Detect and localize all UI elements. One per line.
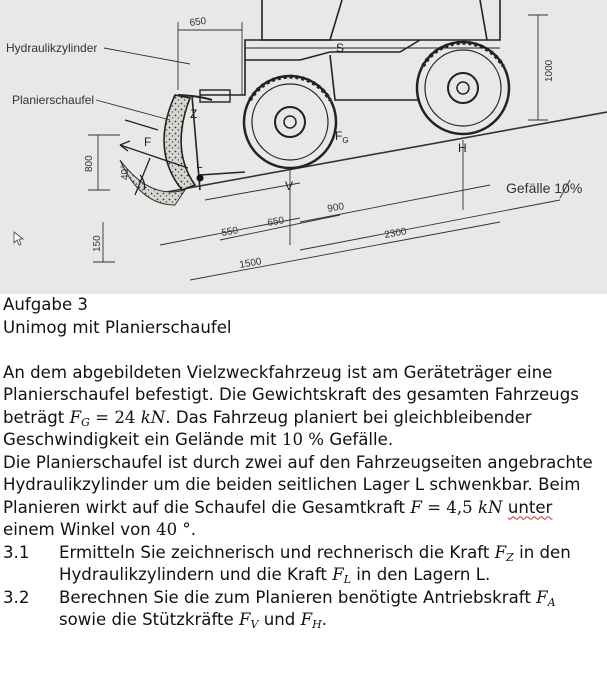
dim-800: 800 [84, 155, 95, 172]
dim-2300: 2300 [383, 226, 408, 241]
paragraph-2: Die Planierschaufel ist durch zwei auf den Fahrzeugseiten angebrachte Hydraulikzylinder um die beiden seitlichen Lager L schwenkbar. Beim Planieren wirkt auf die Schaufel die Gesamtkraft F = 4,5 kN unter einem Winkel von 40 °. [3, 452, 593, 539]
mouse-cursor-icon [14, 232, 23, 245]
rear-wheel [417, 42, 509, 134]
letter-h: H [458, 141, 467, 155]
vehicle-figure [0, 0, 607, 294]
task-title: Aufgabe 3 [3, 295, 88, 314]
label-planierschaufel: Planierschaufel [12, 93, 95, 107]
paragraph-1: An dem abgebildeten Vielzweckfahrzeug ist am Geräteträger eine Planierschaufel befestigt. Die Gewichtskraft des gesamten Fahrzeugs beträgt $F_G = 24$ kN. Das Fahrzeug planiert bei gleichbleibender Geschwindigkeit ein Gelände mit 10 % Gefälle. [3, 362, 579, 449]
dim-150: 150 [92, 235, 103, 252]
letter-s: S [336, 41, 345, 55]
dim-40: 40° [120, 164, 131, 180]
dim-650-bottom: 650 [266, 215, 285, 229]
letter-z: Z [190, 107, 198, 121]
task-subtitle: Unimog mit Planierschaufel [3, 317, 232, 337]
letter-l: L [196, 157, 203, 171]
question-3-1: 3.1 Ermitteln Sie zeichnerisch und rechnerisch die Kraft $F_Z$ in den Hydraulikzylindern und die Kraft $F_L$ in den Lagern L. [3, 542, 571, 586]
dim-550: 550 [220, 225, 239, 239]
question-3-2: 3.2 Berechnen Sie die zum Planieren benötigte Antriebskraft $F_A$ sowie die Stützkräfte $F_V$ und $F_H$. [3, 587, 556, 631]
label-hydraulikzylinder: Hydraulikzylinder [6, 41, 98, 55]
letter-v: V [285, 179, 294, 193]
dim-650-top: 650 [188, 15, 207, 29]
dim-1000: 1000 [544, 59, 555, 82]
vehicle-body [200, 0, 500, 100]
planierschaufel [120, 90, 245, 205]
dim-1500: 1500 [238, 256, 263, 271]
task-text [3, 294, 603, 632]
label-gefaelle: Gefälle 10% [506, 180, 583, 196]
front-wheel [244, 76, 336, 168]
letter-fg: $F_G$ [335, 129, 349, 145]
vehicle-drawing [0, 0, 607, 294]
letter-f: F [144, 135, 152, 149]
dim-900: 900 [326, 201, 345, 215]
